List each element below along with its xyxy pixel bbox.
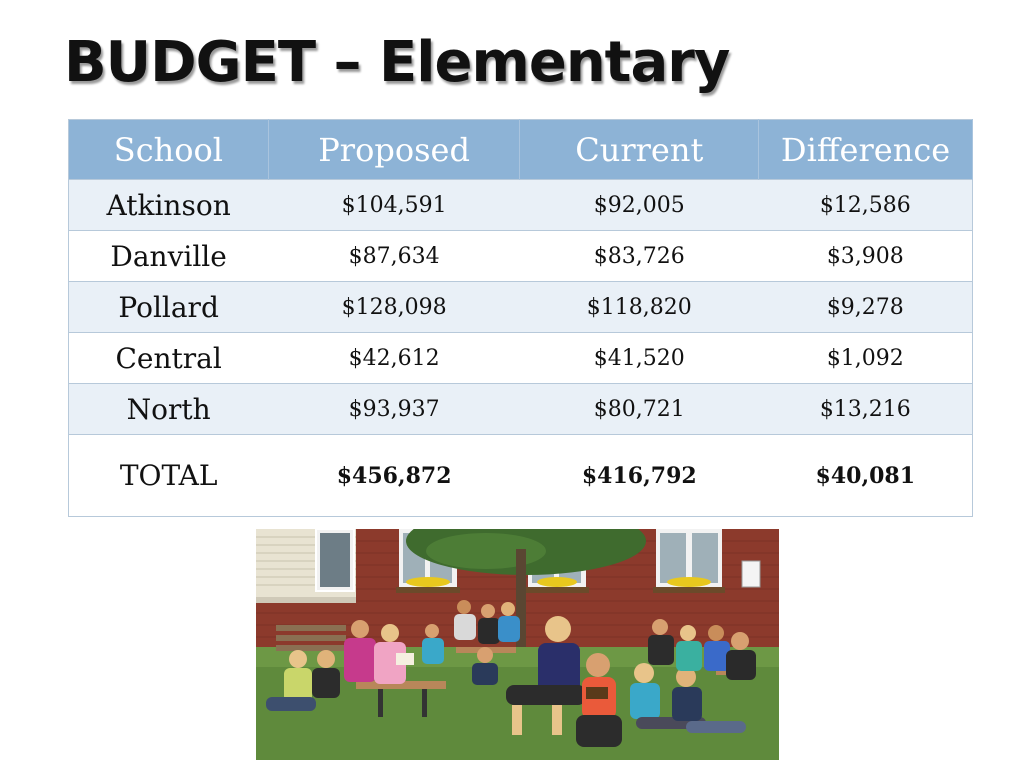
table-row: [69, 384, 973, 435]
slide-title: BUDGET – Elementary: [64, 30, 730, 95]
table-row: [69, 282, 973, 333]
difference-cell: $3,908: [759, 231, 973, 282]
table-header-row: [69, 120, 973, 180]
table-row: [69, 180, 973, 231]
difference-cell: $12,586: [759, 180, 973, 231]
budget-table: [68, 119, 973, 517]
school-cell: Danville: [69, 231, 269, 282]
current-cell: $92,005: [520, 180, 759, 231]
school-cell: North: [69, 384, 269, 435]
school-cell: Central: [69, 333, 269, 384]
current-cell: $118,820: [520, 282, 759, 333]
proposed-cell: $93,937: [268, 384, 520, 435]
table-row: [69, 333, 973, 384]
school-cell: Pollard: [69, 282, 269, 333]
header-school: School: [69, 120, 269, 180]
total-label: TOTAL: [69, 435, 269, 517]
difference-cell: $9,278: [759, 282, 973, 333]
current-cell: $80,721: [520, 384, 759, 435]
proposed-cell: $128,098: [268, 282, 520, 333]
current-cell: $41,520: [520, 333, 759, 384]
proposed-cell: $87,634: [268, 231, 520, 282]
proposed-cell: $42,612: [268, 333, 520, 384]
table-row: [69, 231, 973, 282]
school-cell: Atkinson: [69, 180, 269, 231]
difference-cell: $1,092: [759, 333, 973, 384]
header-difference: Difference: [759, 120, 973, 180]
total-current: $416,792: [520, 435, 759, 517]
proposed-cell: $104,591: [268, 180, 520, 231]
header-current: Current: [520, 120, 759, 180]
header-proposed: Proposed: [268, 120, 520, 180]
current-cell: $83,726: [520, 231, 759, 282]
total-row: [69, 435, 973, 517]
students-reading-photo: [256, 529, 779, 760]
total-proposed: $456,872: [268, 435, 520, 517]
difference-cell: $13,216: [759, 384, 973, 435]
total-difference: $40,081: [759, 435, 973, 517]
